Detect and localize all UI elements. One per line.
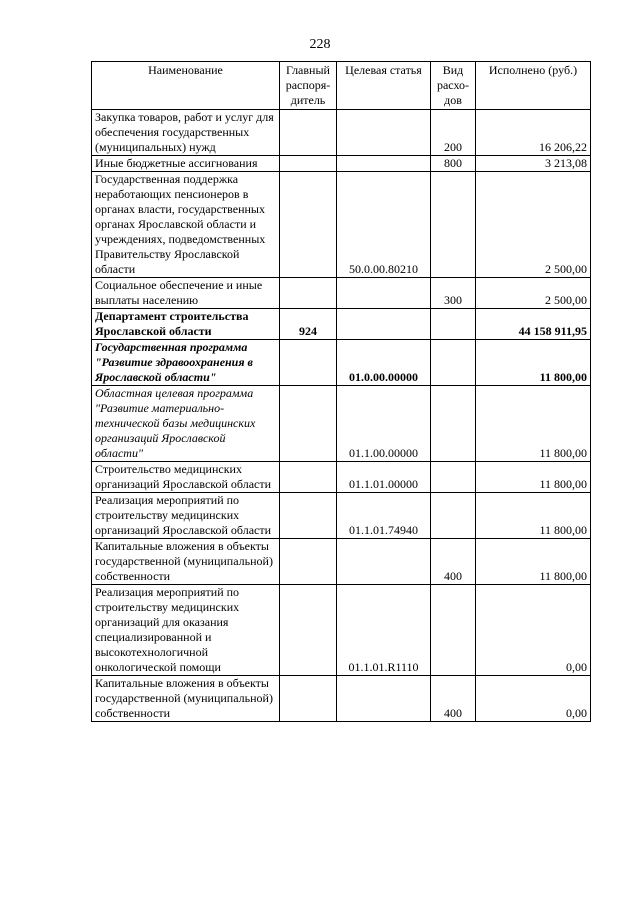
row-manager-cell xyxy=(280,539,337,585)
row-sum-cell: 3 213,08 xyxy=(476,156,591,172)
row-article-cell xyxy=(337,156,431,172)
header-name: Наименование xyxy=(92,62,280,110)
row-sum-cell: 11 800,00 xyxy=(476,493,591,539)
row-name-cell: Реализация мероприятий по строительству медицинских организаций Ярославской области xyxy=(92,493,280,539)
row-article-cell: 01.1.01.74940 xyxy=(337,493,431,539)
row-type-cell xyxy=(431,386,476,462)
row-name-cell: Социальное обеспечение и иные выплаты населению xyxy=(92,278,280,309)
row-sum-cell: 11 800,00 xyxy=(476,539,591,585)
row-sum-cell: 16 206,22 xyxy=(476,110,591,156)
page-number: 228 xyxy=(309,37,331,52)
row-article-cell xyxy=(337,278,431,309)
row-name-cell: Государственная поддержка неработающих пенсионеров в органах власти, государственных органах Ярославской области и учреждениях, подведомственных Правительству Ярославской области xyxy=(92,172,280,278)
header-article: Целевая статья xyxy=(337,62,431,110)
table-row xyxy=(92,493,591,539)
row-manager-cell xyxy=(280,585,337,676)
table-row xyxy=(92,340,591,386)
row-type-cell xyxy=(431,462,476,493)
row-manager-cell xyxy=(280,156,337,172)
row-manager-cell: 924 xyxy=(280,309,337,340)
row-manager-cell xyxy=(280,110,337,156)
row-article-cell: 01.0.00.00000 xyxy=(337,340,431,386)
row-name-cell: Государственная программа "Развитие здравоохранения в Ярославской области" xyxy=(92,340,280,386)
row-type-cell: 800 xyxy=(431,156,476,172)
row-sum-cell: 11 800,00 xyxy=(476,462,591,493)
row-sum-cell: 11 800,00 xyxy=(476,340,591,386)
row-article-cell: 01.1.00.00000 xyxy=(337,386,431,462)
table-row xyxy=(92,386,591,462)
table-row xyxy=(92,156,591,172)
row-manager-cell xyxy=(280,462,337,493)
table-header-row xyxy=(92,62,591,110)
table-body xyxy=(92,110,591,722)
row-type-cell: 400 xyxy=(431,539,476,585)
row-name-cell: Закупка товаров, работ и услуг для обеспечения государственных (муниципальных) нужд xyxy=(92,110,280,156)
row-manager-cell xyxy=(280,676,337,722)
row-sum-cell: 2 500,00 xyxy=(476,172,591,278)
row-manager-cell xyxy=(280,386,337,462)
table-row xyxy=(92,462,591,493)
budget-table xyxy=(91,61,591,722)
row-type-cell: 400 xyxy=(431,676,476,722)
row-article-cell xyxy=(337,309,431,340)
row-type-cell xyxy=(431,585,476,676)
row-type-cell: 300 xyxy=(431,278,476,309)
row-sum-cell: 44 158 911,95 xyxy=(476,309,591,340)
row-manager-cell xyxy=(280,278,337,309)
row-sum-cell: 11 800,00 xyxy=(476,386,591,462)
row-article-cell: 01.1.01.00000 xyxy=(337,462,431,493)
row-name-cell: Областная целевая программа "Развитие материально-технической базы медицинских организаций Ярославской области" xyxy=(92,386,280,462)
row-name-cell: Капитальные вложения в объекты государственной (муниципальной) собственности xyxy=(92,539,280,585)
row-article-cell: 50.0.00.80210 xyxy=(337,172,431,278)
table-row xyxy=(92,278,591,309)
row-type-cell: 200 xyxy=(431,110,476,156)
row-article-cell: 01.1.01.R1110 xyxy=(337,585,431,676)
row-name-cell: Капитальные вложения в объекты государственной (муниципальной) собственности xyxy=(92,676,280,722)
row-type-cell xyxy=(431,172,476,278)
table-row xyxy=(92,309,591,340)
table-row xyxy=(92,172,591,278)
row-article-cell xyxy=(337,676,431,722)
row-sum-cell: 0,00 xyxy=(476,676,591,722)
row-manager-cell xyxy=(280,172,337,278)
row-name-cell: Реализация мероприятий по строительству медицинских организаций для оказания специализированной и высокотехнологичной онкологической помощи xyxy=(92,585,280,676)
row-article-cell xyxy=(337,539,431,585)
row-name-cell: Иные бюджетные ассигнования xyxy=(92,156,280,172)
header-sum: Исполнено (руб.) xyxy=(476,62,591,110)
row-name-cell: Строительство медицинских организаций Ярославской области xyxy=(92,462,280,493)
row-name-cell: Департамент строительства Ярославской области xyxy=(92,309,280,340)
row-article-cell xyxy=(337,110,431,156)
table-row xyxy=(92,676,591,722)
row-sum-cell: 0,00 xyxy=(476,585,591,676)
table-row xyxy=(92,110,591,156)
row-manager-cell xyxy=(280,493,337,539)
row-type-cell xyxy=(431,340,476,386)
row-type-cell xyxy=(431,309,476,340)
table-row xyxy=(92,539,591,585)
row-manager-cell xyxy=(280,340,337,386)
header-manager: Главный распоря-дитель xyxy=(280,62,337,110)
table-row xyxy=(92,585,591,676)
header-type: Вид расхо-дов xyxy=(431,62,476,110)
row-type-cell xyxy=(431,493,476,539)
row-sum-cell: 2 500,00 xyxy=(476,278,591,309)
